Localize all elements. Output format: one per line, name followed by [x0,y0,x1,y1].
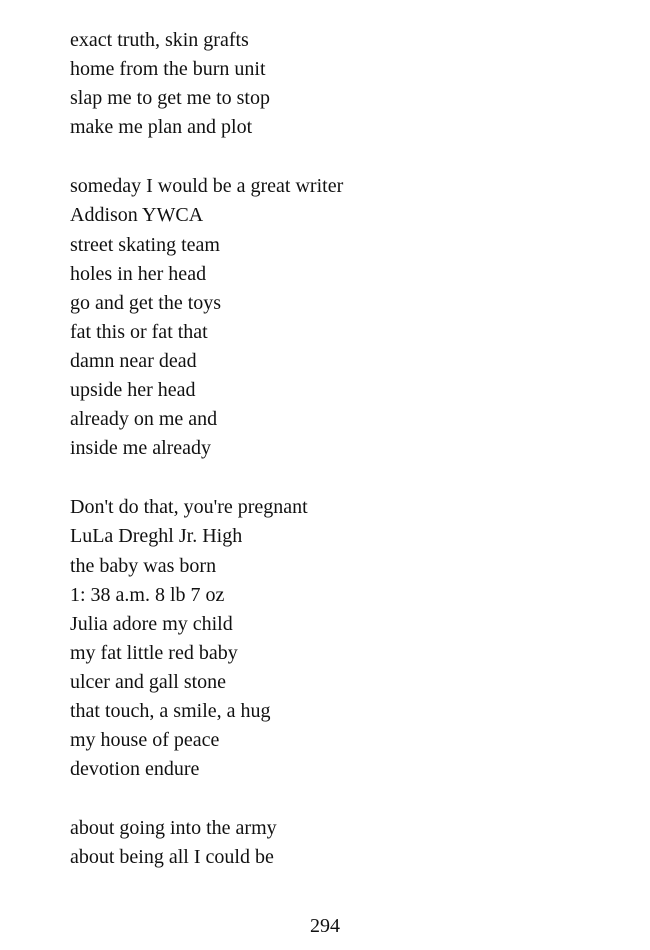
poem-body [70,26,630,902]
poem-line: the baby was born [70,554,217,577]
poem-line: my house of peace [70,729,220,752]
poem-line: inside me already [70,437,212,460]
poem-line: devotion endure [70,758,200,781]
poem-line: street skating team [70,233,220,256]
poem-line: home from the burn unit [70,58,266,81]
poem-line: already on me and [70,408,218,431]
poem-line: someday I would be a great writer [70,175,344,198]
poem-line: exact truth, skin grafts [70,29,249,51]
page-number: 294 [310,915,340,937]
stanza-2 [70,172,630,463]
stanza-1 [70,26,630,142]
poem-line: LuLa Dreghl Jr. High [70,525,243,548]
poem-line: 1: 38 a.m. 8 lb 7 oz [70,583,225,606]
poem-line: damn near dead [70,349,197,372]
poem-line: Don't do that, you're pregnant [70,496,308,519]
stanza-3 [70,493,630,784]
poem-line: make me plan and plot [70,116,253,139]
poem-line: Julia adore my child [70,612,233,635]
poem-line: holes in her head [70,262,207,285]
poem-line: about going into the army [70,817,277,840]
poem-line: about being all I could be [70,846,274,869]
poem-line: upside her head [70,379,196,402]
poem-line: ulcer and gall stone [70,670,227,693]
poem-line: Addison YWCA [70,204,204,227]
poem-line: go and get the toys [70,291,222,314]
poem-line: that touch, a smile, a hug [70,699,271,722]
poem-line: my fat little red baby [70,641,238,664]
poem-line: fat this or fat that [70,320,208,343]
poem-line: slap me to get me to stop [70,87,270,110]
stanza-4 [70,814,630,872]
